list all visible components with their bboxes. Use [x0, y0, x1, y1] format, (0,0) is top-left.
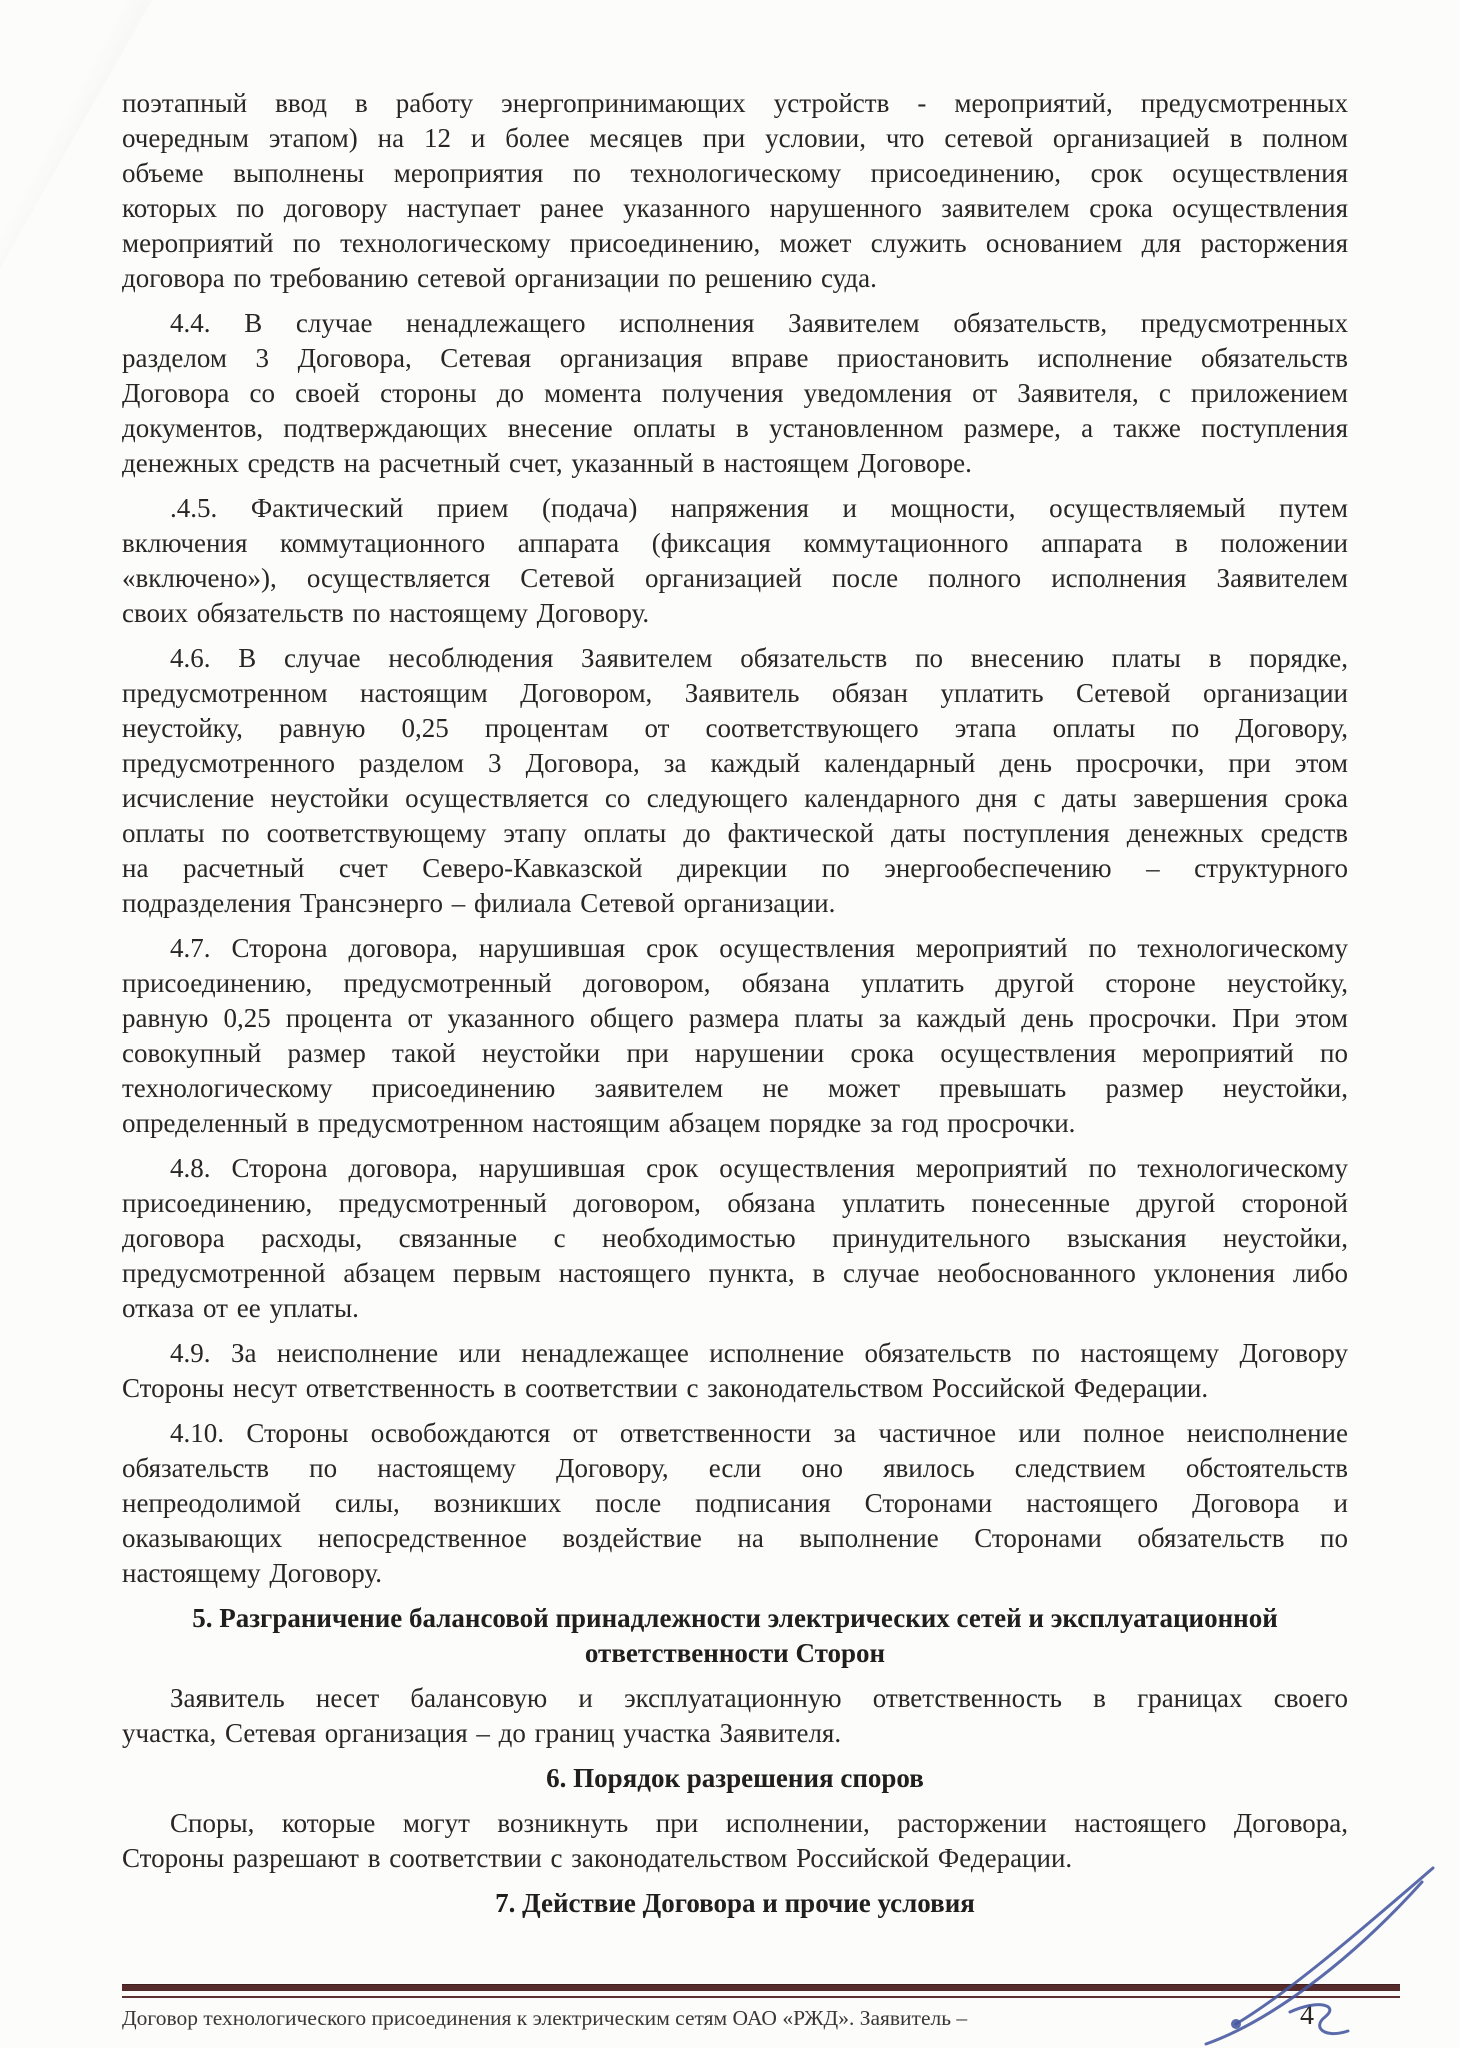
text-line: денежных средств на расчетный счет, указанный в настоящем Договоре.: [122, 448, 972, 478]
paragraph-section-6-body: [122, 1806, 1348, 1876]
footer-document-title: Договор технологического присоединения к электрическим сетям ОАО «РЖД». Заявитель –: [122, 2006, 968, 2030]
text-line: документов, подтверждающих внесение оплаты в установленном размере, а также поступления: [122, 413, 1348, 443]
text-line: Договора со своей стороны до момента получения уведомления от Заявителя, с приложением: [122, 378, 1348, 408]
text-line: «включено»), осуществляется Сетевой организацией после полного исполнения Заявителем: [122, 563, 1348, 593]
text-line: 4.10. Стороны освобождаются от ответственности за частичное или полное неисполнение: [170, 1418, 1348, 1448]
paragraph-4-9: [122, 1336, 1348, 1406]
text-line: разделом 3 Договора, Сетевая организация вправе приостановить исполнение обязательств: [122, 343, 1348, 373]
text-line: оказывающих непосредственное воздействие на выполнение Сторонами обязательств по: [122, 1523, 1348, 1553]
text-line: равную 0,25 процента от указанного общего размера платы за каждый день просрочки. При этом: [122, 1003, 1348, 1033]
heading-line: 5. Разграничение балансовой принадлежности электрических сетей и эксплуатационной: [192, 1603, 1278, 1633]
paragraph-4-6: [122, 641, 1348, 921]
section-heading-6: [122, 1761, 1348, 1796]
section-heading-7: [122, 1886, 1348, 1921]
text-line: мероприятий по технологическому присоединению, может служить основанием для расторжения: [122, 228, 1348, 258]
text-line: своих обязательств по настоящему Договору.: [122, 598, 650, 628]
text-line: определенный в предусмотренном настоящим абзацем порядке за год просрочки.: [122, 1108, 1076, 1138]
text-line: обязательств по настоящему Договору, если оно явилось следствием обстоятельств: [122, 1453, 1348, 1483]
text-line: договора по требованию сетевой организации по решению суда.: [122, 263, 877, 293]
text-line: на расчетный счет Северо-Кавказской дирекции по энергообеспечению – структурного: [122, 853, 1348, 883]
text-line: 4.6. В случае несоблюдения Заявителем обязательств по внесению платы в порядке,: [170, 643, 1348, 673]
text-line: включения коммутационного аппарата (фиксация коммутационного аппарата в положении: [122, 528, 1348, 558]
text-line: неустойку, равную 0,25 процентам от соответствующего этапа оплаты по Договору,: [122, 713, 1348, 743]
text-line: участка, Сетевая организация – до границ участка Заявителя.: [122, 1718, 842, 1748]
text-line: поэтапный ввод в работу энергопринимающих устройств - мероприятий, предусмотренных: [122, 88, 1348, 118]
paragraph-continuation: [122, 86, 1348, 296]
text-line: предусмотренного разделом 3 Договора, за каждый календарный день просрочки, при этом: [122, 748, 1348, 778]
text-line: подразделения Трансэнерго – филиала Сетевой организации.: [122, 888, 836, 918]
text-line: оплаты по соответствующему этапу оплаты до фактической даты поступления денежных средств: [122, 818, 1348, 848]
page-number: 4: [1300, 2000, 1314, 2031]
text-line: Заявитель несет балансовую и эксплуатационную ответственность в границах своего: [170, 1683, 1348, 1713]
text-line: настоящему Договору.: [122, 1558, 382, 1588]
text-line: договора расходы, связанные с необходимостью принудительного взыскания неустойки,: [122, 1223, 1348, 1253]
contract-body-text: [0, 86, 1460, 1931]
text-line: технологическому присоединению заявителем не может превышать размер неустойки,: [122, 1073, 1348, 1103]
text-line: 4.7. Сторона договора, нарушившая срок осуществления мероприятий по технологическому: [170, 933, 1348, 963]
heading-line: 6. Порядок разрешения споров: [546, 1763, 924, 1793]
section-heading-5: [122, 1601, 1348, 1671]
text-line: очередным этапом) на 12 и более месяцев при условии, что сетевой организацией в полном: [122, 123, 1348, 153]
text-line: .4.5. Фактический прием (подача) напряжения и мощности, осуществляемый путем: [170, 493, 1348, 523]
heading-line: 7. Действие Договора и прочие условия: [495, 1888, 975, 1918]
text-line: 4.8. Сторона договора, нарушившая срок осуществления мероприятий по технологическому: [170, 1153, 1348, 1183]
text-line: 4.4. В случае ненадлежащего исполнения Заявителем обязательств, предусмотренных: [170, 308, 1348, 338]
text-line: предусмотренном настоящим Договором, Заявитель обязан уплатить Сетевой организации: [122, 678, 1348, 708]
text-line: совокупный размер такой неустойки при нарушении срока осуществления мероприятий по: [122, 1038, 1348, 1068]
heading-line: ответственности Сторон: [584, 1638, 886, 1668]
paragraph-4-7: [122, 931, 1348, 1141]
signature-scribble: [1190, 1852, 1450, 2048]
text-line: исчисление неустойки осуществляется со следующего календарного дня с даты завершения срока: [122, 783, 1348, 813]
paragraph-4-8: [122, 1151, 1348, 1326]
paragraph-4-5: [122, 491, 1348, 631]
text-line: которых по договору наступает ранее указанного нарушенного заявителем срока осуществления: [122, 193, 1348, 223]
text-line: Стороны несут ответственность в соответствии с законодательством Российской Федерации.: [122, 1373, 1209, 1403]
text-line: Споры, которые могут возникнуть при исполнении, расторжении настоящего Договора,: [170, 1808, 1348, 1838]
text-line: объеме выполнены мероприятия по технологическому присоединению, срок осуществления: [122, 158, 1348, 188]
text-line: присоединению, предусмотренный договором, обязана уплатить понесенные другой стороной: [122, 1188, 1348, 1218]
text-line: отказа от ее уплаты.: [122, 1293, 359, 1323]
paragraph-4-10: [122, 1416, 1348, 1591]
text-line: непреодолимой силы, возникших после подписания Сторонами настоящего Договора и: [122, 1488, 1348, 1518]
text-line: 4.9. За неисполнение или ненадлежащее исполнение обязательств по настоящему Договору: [170, 1338, 1348, 1368]
paragraph-4-4: [122, 306, 1348, 481]
text-line: предусмотренной абзацем первым настоящего пункта, в случае необоснованного уклонения либо: [122, 1258, 1348, 1288]
paragraph-section-5-body: [122, 1681, 1348, 1751]
text-line: присоединению, предусмотренный договором, обязана уплатить другой стороне неустойку,: [122, 968, 1348, 998]
text-line: Стороны разрешают в соответствии с законодательством Российской Федерации.: [122, 1843, 1073, 1873]
